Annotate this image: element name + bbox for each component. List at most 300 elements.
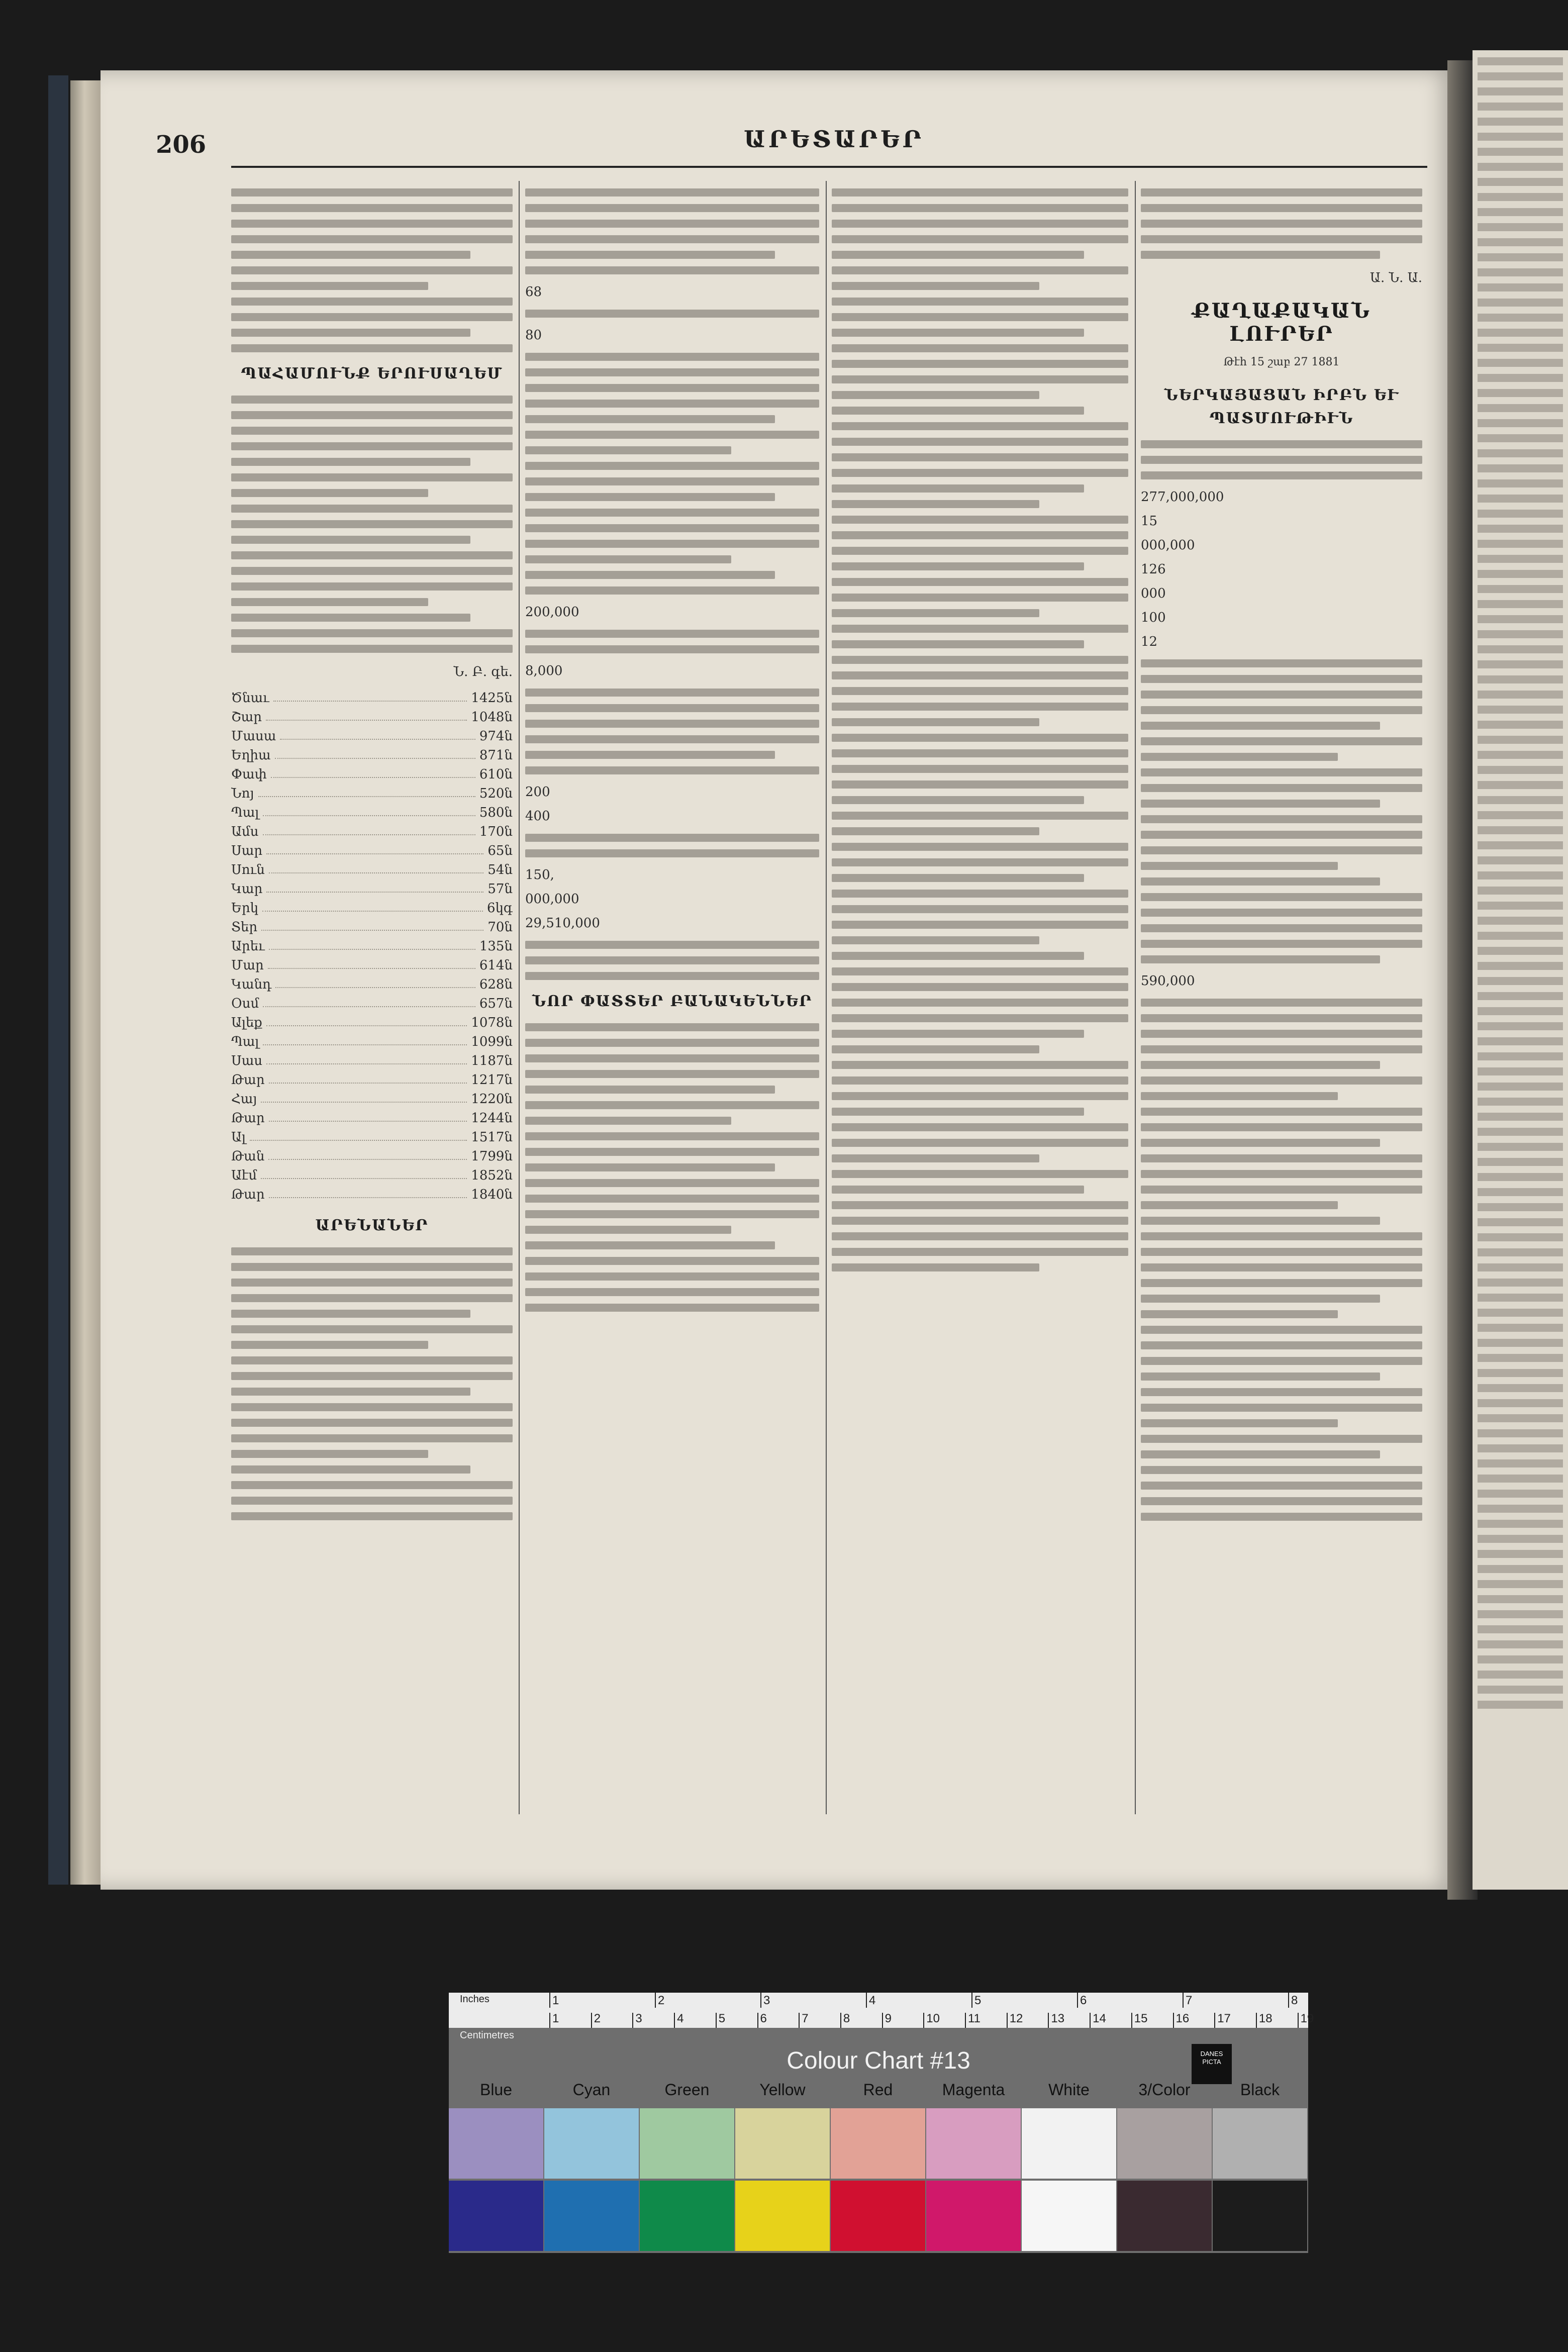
- inch-tick: [760, 1993, 761, 2008]
- text-line: [832, 749, 1128, 757]
- leader-dots: [268, 1147, 467, 1160]
- text-line: [231, 505, 513, 513]
- inch-tick-label: 3: [763, 1994, 770, 2007]
- cm-tick: [591, 2013, 592, 2028]
- text-line: [832, 1092, 1128, 1100]
- text-line: [1141, 1341, 1422, 1349]
- text-line: [832, 562, 1084, 570]
- cm-tick-label: 10: [926, 2012, 940, 2025]
- row-label: Երկ: [231, 901, 259, 916]
- text-line: [525, 1288, 819, 1296]
- text-line: [832, 1076, 1128, 1085]
- text-line: [1478, 1369, 1563, 1377]
- book-spine: [48, 75, 68, 1885]
- text-line: [1141, 1388, 1422, 1396]
- row-value: 520ն: [479, 786, 513, 801]
- text-line: [1478, 118, 1563, 126]
- text-line: [1141, 1139, 1380, 1147]
- row-label: Թար: [231, 1111, 265, 1126]
- text-line: [832, 843, 1128, 851]
- colour-chart: [449, 1993, 1314, 2253]
- text-line: [231, 298, 513, 306]
- text-line: [1478, 977, 1563, 985]
- text-line: [1478, 1113, 1563, 1121]
- text-line: [1478, 1459, 1563, 1467]
- leader-dots: [273, 689, 467, 702]
- date-line: Թէհ 15 շաբ 27 1881: [1223, 356, 1340, 368]
- text-line: [832, 235, 1128, 243]
- text-line: [1478, 645, 1563, 653]
- text-line: [525, 400, 819, 408]
- text-line: [1478, 1098, 1563, 1106]
- text-line: [832, 188, 1128, 197]
- header-rule: [231, 166, 1427, 168]
- cm-tick: [923, 2013, 924, 2028]
- table-row: [231, 956, 513, 975]
- text-line: [832, 1108, 1084, 1116]
- cm-tick-label: 1: [552, 2012, 559, 2025]
- row-label: Օսմ: [231, 996, 259, 1011]
- text-line: [832, 313, 1128, 321]
- text-line: [1141, 1232, 1422, 1240]
- cm-tick-label: 13: [1051, 2012, 1065, 2025]
- row-label: Թան: [231, 1149, 265, 1164]
- text-line: [832, 422, 1128, 430]
- text-line: [1478, 947, 1563, 955]
- row-value: 135ն: [479, 939, 513, 954]
- text-line: [231, 251, 470, 259]
- text-line: [525, 735, 819, 743]
- text-line: [1478, 615, 1563, 623]
- text-line: [231, 1497, 513, 1505]
- text-line: [1478, 133, 1563, 141]
- text-line: [832, 905, 1128, 913]
- text-line: [1478, 1279, 1563, 1287]
- text-line: [525, 849, 819, 857]
- text-line: [231, 329, 470, 337]
- text-line: [832, 921, 1128, 929]
- section-heading: ՊԱՀԱՄՈՒՆՔ ԵՐՈՒՍԱՂԵՄ: [241, 365, 503, 382]
- text-line: [1141, 204, 1422, 212]
- text-line: [832, 344, 1128, 352]
- table-row: [231, 1109, 513, 1128]
- figure: 000,000: [1141, 538, 1195, 553]
- leader-dots: [275, 746, 475, 759]
- text-line: [525, 751, 775, 759]
- text-line: [525, 384, 819, 392]
- text-line: [1141, 1217, 1380, 1225]
- text-line: [525, 1086, 775, 1094]
- text-line: [1478, 1158, 1563, 1166]
- cm-tick-label: 6: [760, 2012, 767, 2025]
- text-line: [525, 1272, 819, 1281]
- text-line: [1478, 630, 1563, 638]
- text-line: [1141, 768, 1422, 776]
- text-line: [1478, 1339, 1563, 1347]
- swatch-label: Red: [863, 2081, 893, 2099]
- text-line: [1478, 1429, 1563, 1437]
- text-line: [1478, 449, 1563, 457]
- text-line: [1478, 675, 1563, 683]
- text-line: [231, 1512, 513, 1520]
- row-value: 1187ն: [471, 1053, 513, 1068]
- text-line: [1478, 1067, 1563, 1075]
- text-line: [1478, 932, 1563, 940]
- swatch-light: [926, 2108, 1021, 2179]
- leader-dots: [268, 956, 475, 969]
- text-line: [231, 235, 513, 243]
- swatch-light: [1022, 2108, 1116, 2179]
- text-line: [832, 469, 1128, 477]
- swatch-light: [1213, 2108, 1307, 2179]
- leader-dots: [271, 765, 475, 778]
- text-line: [1141, 1014, 1422, 1022]
- text-line: [1478, 1414, 1563, 1422]
- row-label: Մար: [231, 958, 264, 973]
- text-line: [1478, 796, 1563, 804]
- text-line: [832, 407, 1084, 415]
- text-line: [231, 598, 428, 606]
- cm-tick: [1173, 2013, 1174, 2028]
- text-line: [1141, 1170, 1422, 1178]
- text-line: [525, 766, 819, 774]
- text-line: [832, 1232, 1128, 1240]
- text-line: [1141, 999, 1422, 1007]
- text-line: [231, 411, 513, 419]
- figure: 150,: [525, 867, 554, 883]
- text-line: [832, 298, 1128, 306]
- text-line: [1478, 1188, 1563, 1196]
- swatch-dark: [1213, 2181, 1307, 2251]
- section-masthead: ՔԱՂԱՔԱԿԱՆ ԼՈՒՐԵՐ: [1192, 299, 1371, 346]
- text-line: [832, 967, 1128, 975]
- text-line: [525, 1257, 819, 1265]
- swatch-dark: [640, 2181, 734, 2251]
- text-line: [832, 999, 1128, 1007]
- table-row: [231, 1090, 513, 1109]
- leader-dots: [269, 1185, 467, 1198]
- text-line: [832, 1186, 1084, 1194]
- text-line: [1478, 751, 1563, 759]
- cm-tick: [799, 2013, 800, 2028]
- text-line: [1478, 540, 1563, 548]
- text-line: [1478, 826, 1563, 834]
- text-line: [231, 567, 513, 575]
- figure: 100: [1141, 610, 1166, 625]
- leader-dots: [261, 1090, 467, 1103]
- cm-tick-label: 5: [718, 2012, 726, 2025]
- table-row: [231, 1032, 513, 1051]
- text-line: [231, 536, 470, 544]
- leader-dots: [266, 841, 483, 854]
- text-line: [1141, 251, 1380, 259]
- text-line: [832, 780, 1128, 789]
- section-heading-2: ԱՐԵՆԱՆԵՐ: [315, 1217, 429, 1234]
- text-line: [525, 204, 819, 212]
- row-value: 628ն: [479, 977, 513, 992]
- text-line: [1141, 1295, 1380, 1303]
- text-line: [1478, 811, 1563, 819]
- text-line: [231, 473, 513, 481]
- text-line: [525, 972, 819, 980]
- row-label: Ալ: [231, 1130, 246, 1145]
- leader-dots: [269, 937, 475, 950]
- swatch-label: Blue: [479, 2081, 513, 2099]
- text-line: [525, 956, 819, 964]
- cm-tick: [882, 2013, 883, 2028]
- text-line: [832, 983, 1128, 991]
- text-line: [1478, 419, 1563, 427]
- text-line: [1478, 404, 1563, 412]
- text-line: [832, 796, 1084, 804]
- statistics-table: [231, 689, 513, 1204]
- text-line: [525, 555, 731, 563]
- text-line: [1478, 871, 1563, 879]
- row-value: 170ն: [479, 824, 513, 839]
- text-line: [231, 645, 513, 653]
- leader-dots: [280, 727, 475, 740]
- text-line: [832, 890, 1128, 898]
- text-line: [832, 874, 1084, 882]
- row-value: 1078ն: [471, 1015, 513, 1030]
- text-line: [1478, 1143, 1563, 1151]
- cm-tick-label: 4: [677, 2012, 684, 2025]
- text-line: [1141, 691, 1422, 699]
- text-line: [525, 1070, 819, 1078]
- cm-tick: [1048, 2013, 1049, 2028]
- text-line: [525, 477, 819, 485]
- text-line: [1478, 510, 1563, 518]
- text-line: [525, 720, 819, 728]
- text-line: [1478, 374, 1563, 382]
- text-line: [1141, 1497, 1422, 1505]
- leader-dots: [261, 1166, 467, 1179]
- figure: 68: [525, 284, 542, 300]
- text-line: [1478, 1625, 1563, 1633]
- swatch-label: Black: [1240, 2081, 1280, 2099]
- cm-tick-label: 8: [843, 2012, 850, 2025]
- row-label: Տեր: [231, 920, 258, 935]
- text-line: [1141, 659, 1422, 667]
- text-line: [832, 547, 1128, 555]
- cm-tick: [1090, 2013, 1091, 2028]
- logo: DANES PICTA: [1192, 2044, 1232, 2084]
- row-label: Թար: [231, 1072, 265, 1088]
- text-line: [1478, 736, 1563, 744]
- text-line: [1478, 1535, 1563, 1543]
- cm-tick: [674, 2013, 675, 2028]
- text-line: [231, 1450, 428, 1458]
- text-line: [525, 645, 819, 653]
- text-line: [1478, 479, 1563, 487]
- text-line: [1141, 1186, 1422, 1194]
- column-4: [1141, 181, 1422, 1814]
- text-line: [1478, 1686, 1563, 1694]
- text-line: [1478, 1520, 1563, 1528]
- row-label: Հայ: [231, 1092, 257, 1107]
- cm-tick-label: 11: [968, 2012, 981, 2025]
- table-row: [231, 708, 513, 727]
- leader-dots: [263, 822, 475, 835]
- text-line: [832, 640, 1084, 648]
- text-line: [1141, 675, 1422, 683]
- text-line: [832, 484, 1084, 493]
- text-line: [525, 266, 819, 274]
- text-line: [1478, 434, 1563, 442]
- row-value: 70ն: [487, 920, 513, 935]
- cm-tick: [1131, 2013, 1132, 2028]
- row-label: Նոյ: [231, 786, 254, 801]
- row-label: Սուն: [231, 862, 265, 877]
- row-value: 1099ն: [471, 1034, 513, 1049]
- text-line: [1478, 1475, 1563, 1483]
- inches-label: Inches: [460, 1994, 489, 2005]
- text-line: [1478, 329, 1563, 337]
- text-line: [231, 520, 513, 528]
- text-line: [832, 1030, 1084, 1038]
- text-line: [1478, 223, 1563, 231]
- text-line: [1141, 1154, 1422, 1162]
- text-line: [231, 1341, 428, 1349]
- cm-tick-label: 16: [1175, 2012, 1190, 2025]
- text-line: [1141, 456, 1422, 464]
- text-line: [832, 1217, 1128, 1225]
- inch-tick: [1288, 1993, 1289, 2008]
- table-row: [231, 746, 513, 765]
- text-line: [1141, 1482, 1422, 1490]
- figure: 15: [1141, 514, 1158, 529]
- swatch-label: Yellow: [759, 2081, 806, 2099]
- text-line: [1478, 600, 1563, 608]
- text-line: [1141, 831, 1422, 839]
- text-line: [525, 1023, 819, 1031]
- swatch-dark: [831, 2181, 925, 2251]
- text-line: [1141, 940, 1422, 948]
- inch-tick-label: 7: [1186, 1994, 1193, 2007]
- text-line: [1141, 800, 1380, 808]
- text-line: [1141, 1030, 1422, 1038]
- text-line: [231, 489, 428, 497]
- text-line: [525, 540, 819, 548]
- text-line: [231, 344, 513, 352]
- text-line: [231, 1419, 513, 1427]
- text-line: [1141, 1373, 1380, 1381]
- text-line: [231, 282, 428, 290]
- leader-dots: [269, 860, 484, 873]
- text-line: [832, 952, 1084, 960]
- text-line: [1478, 1505, 1563, 1513]
- text-line: [832, 282, 1039, 290]
- text-line: [832, 812, 1128, 820]
- text-line: [1478, 962, 1563, 970]
- text-line: [231, 1356, 513, 1364]
- column-rule: [1135, 181, 1136, 1814]
- row-label: Կանդ: [231, 977, 272, 992]
- text-line: [231, 1247, 513, 1255]
- table-row: [231, 1166, 513, 1185]
- figure: 29,510,000: [525, 916, 600, 931]
- table-row: [231, 1128, 513, 1147]
- table-row: [231, 1013, 513, 1032]
- row-value: 1517ն: [471, 1130, 513, 1145]
- text-line: [525, 431, 819, 439]
- text-line: [1478, 1354, 1563, 1362]
- text-line: [231, 396, 513, 404]
- text-line: [832, 858, 1128, 866]
- swatch-label: Magenta: [942, 2081, 1005, 2099]
- text-line: [231, 1294, 513, 1302]
- text-line: [525, 493, 775, 501]
- text-line: [525, 310, 819, 318]
- row-value: 1852ն: [471, 1168, 513, 1183]
- text-line: [1478, 1565, 1563, 1573]
- text-line: [1478, 660, 1563, 668]
- swatch-dark: [449, 2181, 543, 2251]
- table-row: [231, 765, 513, 784]
- text-line: [1478, 570, 1563, 578]
- figure: 277,000,000: [1141, 489, 1224, 505]
- text-line: [1141, 440, 1422, 448]
- leader-dots: [275, 975, 475, 988]
- text-line: [231, 629, 513, 637]
- swatch-light: [449, 2108, 543, 2179]
- text-line: [1141, 1450, 1380, 1458]
- swatch-label: White: [1048, 2081, 1090, 2099]
- cm-tick-label: 14: [1093, 2012, 1106, 2025]
- text-line: [525, 941, 819, 949]
- text-line: [525, 415, 775, 423]
- leader-dots: [250, 1128, 467, 1141]
- text-line: [1478, 706, 1563, 714]
- leader-dots: [258, 784, 475, 797]
- text-line: [525, 586, 819, 595]
- text-line: [1478, 1203, 1563, 1211]
- figure: 000,000: [525, 892, 579, 907]
- swatch-light: [831, 2108, 925, 2179]
- table-row: [231, 994, 513, 1013]
- text-line: [525, 524, 819, 532]
- text-line: [1478, 1128, 1563, 1136]
- swatch-label: Cyan: [572, 2081, 611, 2099]
- row-label: Սար: [231, 843, 263, 858]
- text-line: [231, 458, 470, 466]
- row-label: Փափ: [231, 767, 267, 782]
- text-line: [1478, 902, 1563, 910]
- leader-dots: [266, 708, 467, 721]
- text-line: [832, 1061, 1128, 1069]
- table-row: [231, 1051, 513, 1070]
- text-line: [832, 734, 1128, 742]
- centimetres-label: Centimetres: [460, 2030, 514, 2041]
- text-line: [1478, 253, 1563, 261]
- figure: 000: [1141, 586, 1166, 601]
- row-label: Աէմ: [231, 1168, 257, 1183]
- text-line: [231, 427, 513, 435]
- text-line: [1478, 1595, 1563, 1603]
- text-line: [832, 1014, 1128, 1022]
- figure: 126: [1141, 562, 1166, 577]
- text-line: [1478, 495, 1563, 503]
- table-row: [231, 727, 513, 746]
- text-line: [231, 1310, 470, 1318]
- swatches: [449, 2108, 1308, 2253]
- text-line: [1141, 1045, 1422, 1053]
- cm-tick: [632, 2013, 633, 2028]
- text-line: [1478, 1173, 1563, 1181]
- swatch-dark: [544, 2181, 639, 2251]
- text-line: [832, 500, 1039, 508]
- text-line: [1478, 238, 1563, 246]
